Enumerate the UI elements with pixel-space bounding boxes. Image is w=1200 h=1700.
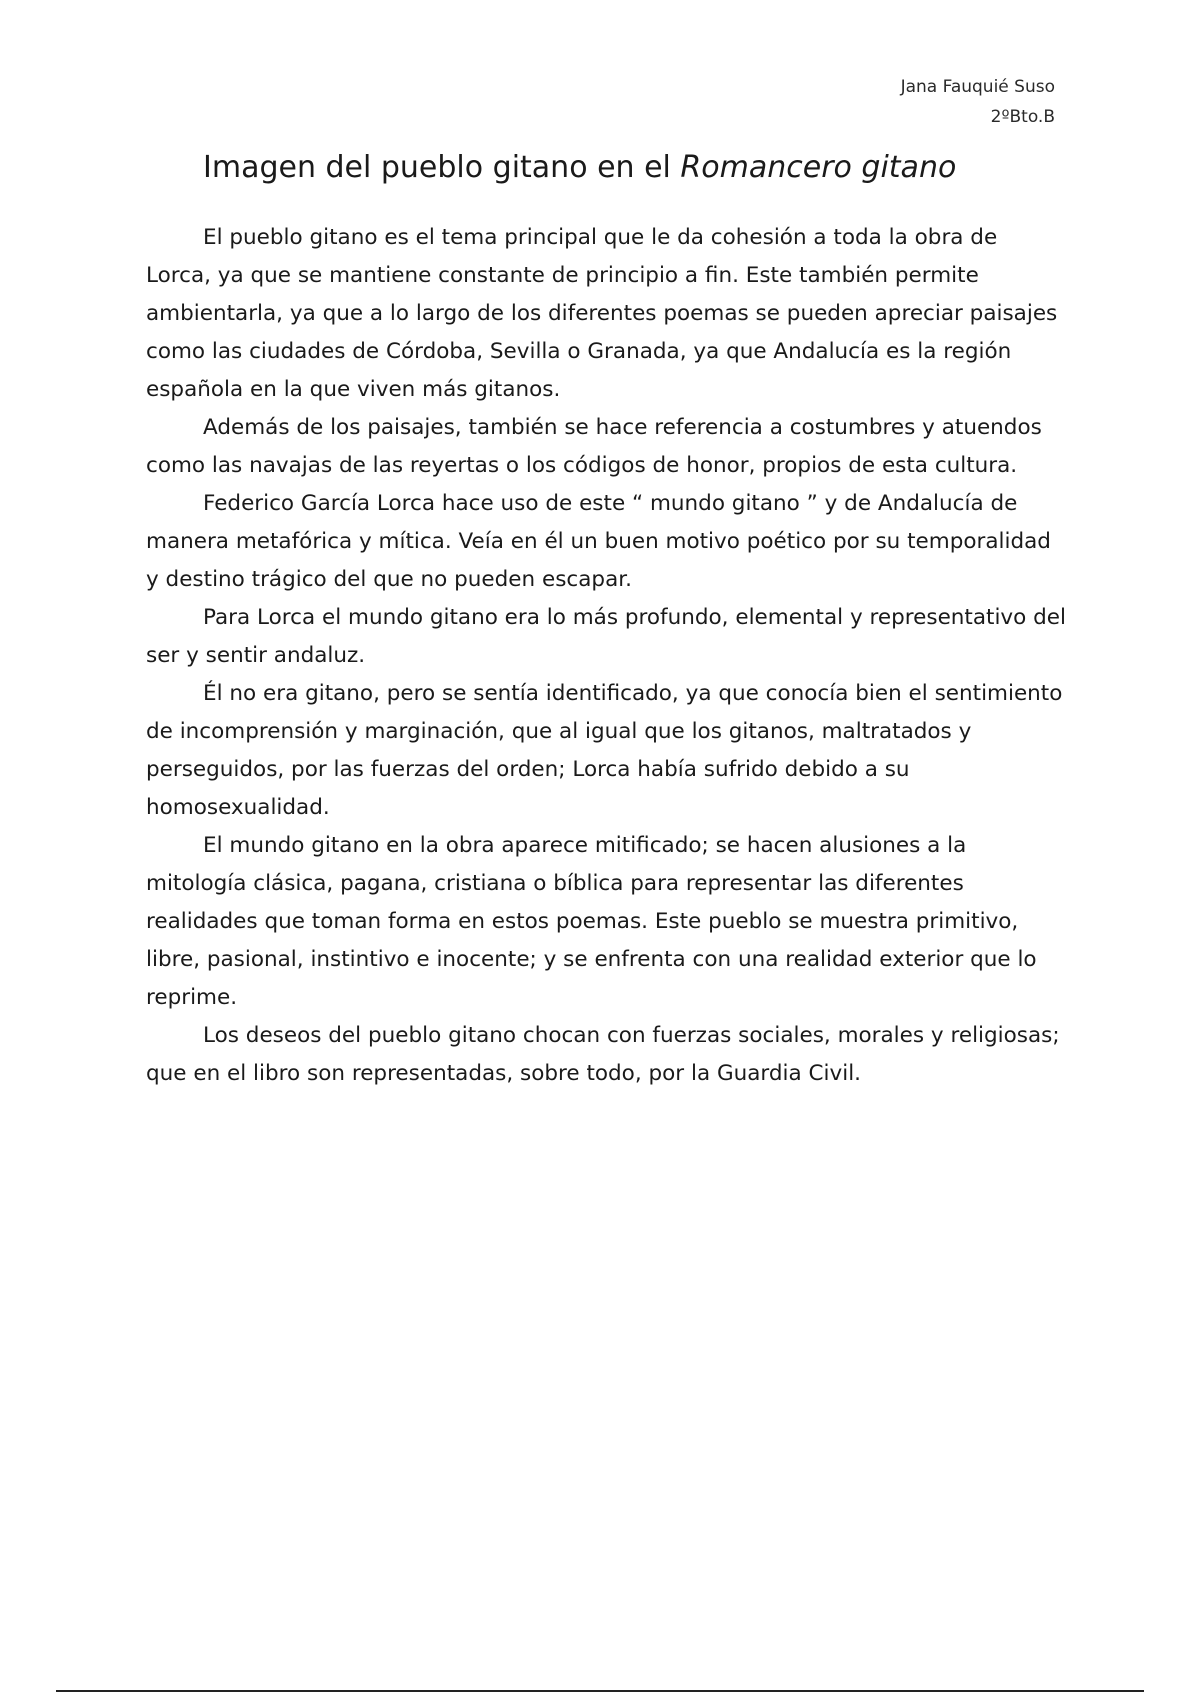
paragraph: Él no era gitano, pero se sentía identificado, ya que conocía bien el sentimiento de incomprensión y marginación, que al igual que los gitanos, maltratados y perseguidos, por las fuerzas del orden; Lorca había sufrido debido a su homosexualidad. <box>146 681 1063 820</box>
paragraph: Además de los paisajes, también se hace referencia a costumbres y atuendos como las navajas de las reyertas o los códigos de honor, propios de esta cultura. <box>146 415 1042 478</box>
class-label: 2ºBto.B <box>990 107 1055 127</box>
paragraph: El pueblo gitano es el tema principal que le da cohesión a toda la obra de Lorca, ya que se mantiene constante de principio a fin. Este también permite ambientarla, ya que a lo largo de los diferentes poemas se pueden apreciar paisajes como las ciudades de Córdoba, Sevilla o Granada, ya que Andalucía es la región española en la que viven más gitanos. <box>146 225 1058 402</box>
author-name: Jana Fauquié Suso <box>900 77 1055 97</box>
paragraph: El mundo gitano en la obra aparece mitificado; se hacen alusiones a la mitología clásica, pagana, cristiana o bíblica para representar las diferentes realidades que toman forma en estos poemas. Este pueblo se muestra primitivo, libre, pasional, instintivo e inocente; y se enfrenta con una realidad exterior que lo reprime. <box>146 833 1037 1010</box>
document-header <box>901 72 1055 132</box>
title-italic-text: Romancero gitano <box>680 150 957 185</box>
page-bottom-divider <box>56 1690 1144 1692</box>
paragraph: Para Lorca el mundo gitano era lo más profundo, elemental y representativo del ser y sentir andaluz. <box>146 605 1066 668</box>
page-title <box>203 148 956 188</box>
paragraph: Federico García Lorca hace uso de este “ mundo gitano ” y de Andalucía de manera metafórica y mítica. Veía en él un buen motivo poético por su temporalidad y destino trágico del que no pueden escapar. <box>146 491 1051 592</box>
paragraph: Los deseos del pueblo gitano chocan con fuerzas sociales, morales y religiosas; que en el libro son representadas, sobre todo, por la Guardia Civil. <box>146 1023 1060 1086</box>
title-text: Imagen del pueblo gitano en el <box>203 150 681 185</box>
document-body <box>146 219 1066 1093</box>
